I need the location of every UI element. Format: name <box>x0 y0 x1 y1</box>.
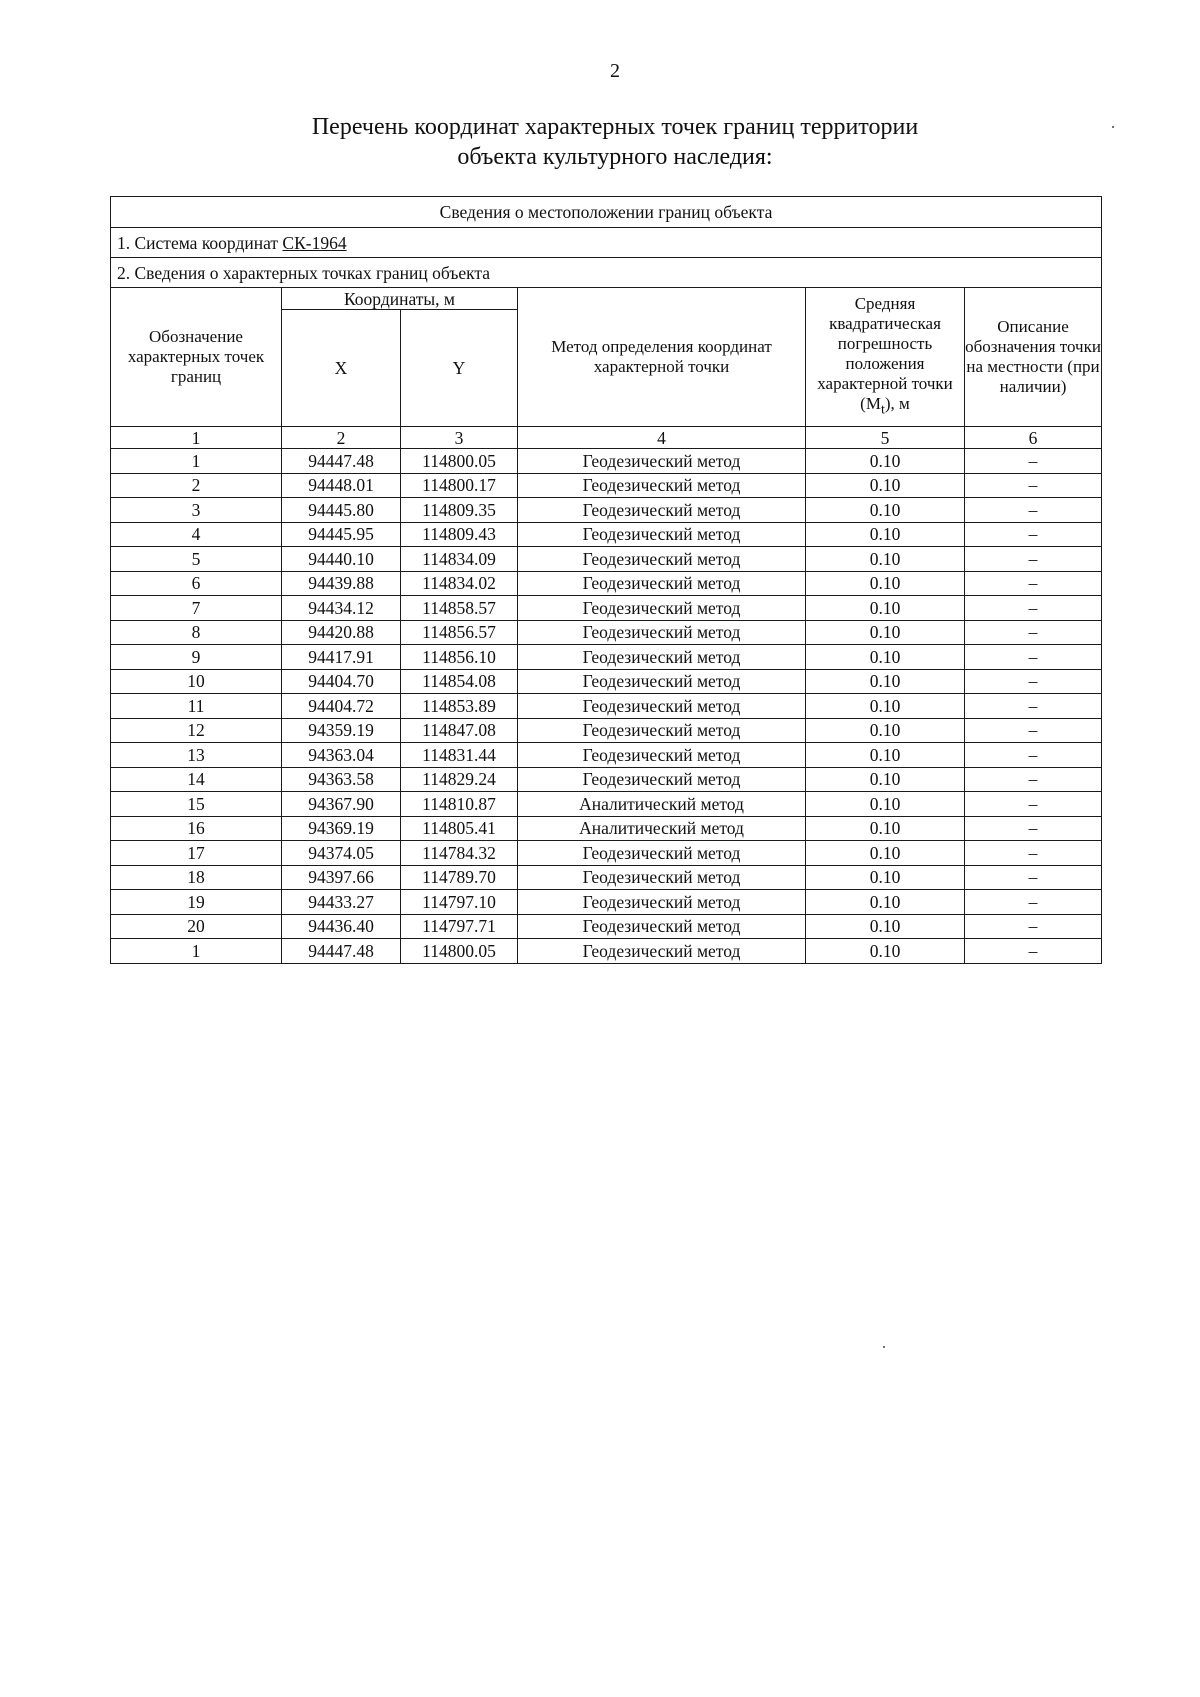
x-cell: 94404.72 <box>282 694 401 719</box>
section-title-cell: Сведения о местоположении границ объекта <box>111 197 1102 228</box>
table-row <box>111 522 1102 547</box>
y-cell: 114809.43 <box>401 522 518 547</box>
y-cell: 114789.70 <box>401 865 518 890</box>
x-cell: 94404.70 <box>282 669 401 694</box>
error-cell: 0.10 <box>806 473 965 498</box>
coordinates-table <box>110 196 1102 964</box>
description-cell: – <box>965 914 1102 939</box>
error-cell: 0.10 <box>806 767 965 792</box>
method-cell: Геодезический метод <box>518 743 806 768</box>
x-cell: 94447.48 <box>282 939 401 964</box>
table-row <box>111 620 1102 645</box>
y-cell: 114784.32 <box>401 841 518 866</box>
column-number: 6 <box>965 427 1102 449</box>
description-cell: – <box>965 620 1102 645</box>
description-cell: – <box>965 498 1102 523</box>
x-cell: 94436.40 <box>282 914 401 939</box>
y-cell: 114809.35 <box>401 498 518 523</box>
y-cell: 114854.08 <box>401 669 518 694</box>
page-number: 2 <box>610 60 620 82</box>
x-cell: 94363.04 <box>282 743 401 768</box>
error-cell: 0.10 <box>806 645 965 670</box>
y-cell: 114829.24 <box>401 767 518 792</box>
table-row <box>111 498 1102 523</box>
table-row <box>111 694 1102 719</box>
error-cell: 0.10 <box>806 914 965 939</box>
header-description: Описание обозначения точки на местности (при наличии) <box>965 288 1102 427</box>
method-cell: Аналитический метод <box>518 816 806 841</box>
point-cell: 8 <box>111 620 282 645</box>
table-row <box>111 718 1102 743</box>
points-section-title-cell: 2. Сведения о характерных точках границ объекта <box>111 258 1102 288</box>
method-cell: Геодезический метод <box>518 890 806 915</box>
method-cell: Геодезический метод <box>518 620 806 645</box>
point-cell: 2 <box>111 473 282 498</box>
error-cell: 0.10 <box>806 596 965 621</box>
header-mean-error <box>806 288 965 427</box>
header-mean-error-subscript: t <box>880 401 885 418</box>
document-title-line-1: Перечень координат характерных точек границ территории <box>311 114 919 140</box>
error-cell: 0.10 <box>806 841 965 866</box>
y-cell: 114800.05 <box>401 939 518 964</box>
error-cell: 0.10 <box>806 449 965 474</box>
table-row <box>111 669 1102 694</box>
method-cell: Геодезический метод <box>518 498 806 523</box>
header-mean-error-tail: ), м <box>884 394 910 414</box>
x-cell: 94440.10 <box>282 547 401 572</box>
method-cell: Геодезический метод <box>518 914 806 939</box>
table-row <box>111 596 1102 621</box>
x-cell: 94445.95 <box>282 522 401 547</box>
x-cell: 94397.66 <box>282 865 401 890</box>
y-cell: 114800.17 <box>401 473 518 498</box>
error-cell: 0.10 <box>806 547 965 572</box>
error-cell: 0.10 <box>806 718 965 743</box>
y-cell: 114858.57 <box>401 596 518 621</box>
document-title <box>0 112 1200 172</box>
y-cell: 114805.41 <box>401 816 518 841</box>
description-cell: – <box>965 669 1102 694</box>
column-number: 4 <box>518 427 806 449</box>
column-numbers-row <box>111 427 1102 449</box>
y-cell: 114831.44 <box>401 743 518 768</box>
method-cell: Геодезический метод <box>518 473 806 498</box>
table-row <box>111 449 1102 474</box>
column-number: 1 <box>111 427 282 449</box>
table-row <box>111 571 1102 596</box>
x-cell: 94374.05 <box>282 841 401 866</box>
point-cell: 20 <box>111 914 282 939</box>
description-cell: – <box>965 718 1102 743</box>
y-cell: 114800.05 <box>401 449 518 474</box>
point-cell: 1 <box>111 939 282 964</box>
description-cell: – <box>965 473 1102 498</box>
column-number: 3 <box>401 427 518 449</box>
method-cell: Геодезический метод <box>518 694 806 719</box>
x-cell: 94420.88 <box>282 620 401 645</box>
description-cell: – <box>965 449 1102 474</box>
table-row <box>111 645 1102 670</box>
point-cell: 5 <box>111 547 282 572</box>
description-cell: – <box>965 865 1102 890</box>
point-cell: 17 <box>111 841 282 866</box>
y-cell: 114797.10 <box>401 890 518 915</box>
x-cell: 94434.12 <box>282 596 401 621</box>
header-x: X <box>282 310 401 427</box>
x-cell: 94448.01 <box>282 473 401 498</box>
coordinate-system-cell <box>111 228 1102 258</box>
point-cell: 4 <box>111 522 282 547</box>
x-cell: 94447.48 <box>282 449 401 474</box>
description-cell: – <box>965 939 1102 964</box>
header-coordinates: Координаты, м <box>282 288 518 310</box>
x-cell: 94369.19 <box>282 816 401 841</box>
table-row <box>111 767 1102 792</box>
error-cell: 0.10 <box>806 694 965 719</box>
y-cell: 114834.02 <box>401 571 518 596</box>
point-cell: 1 <box>111 449 282 474</box>
description-cell: – <box>965 767 1102 792</box>
coordinate-system-value: СК-1964 <box>282 232 347 253</box>
error-cell: 0.10 <box>806 620 965 645</box>
y-cell: 114834.09 <box>401 547 518 572</box>
y-cell: 114797.71 <box>401 914 518 939</box>
error-cell: 0.10 <box>806 792 965 817</box>
header-y: Y <box>401 310 518 427</box>
point-cell: 18 <box>111 865 282 890</box>
x-cell: 94439.88 <box>282 571 401 596</box>
point-cell: 14 <box>111 767 282 792</box>
point-cell: 10 <box>111 669 282 694</box>
table-row <box>111 841 1102 866</box>
description-cell: – <box>965 547 1102 572</box>
table-row <box>111 816 1102 841</box>
description-cell: – <box>965 596 1102 621</box>
header-point-designation: Обозначение характерных точек границ <box>111 288 282 427</box>
error-cell: 0.10 <box>806 743 965 768</box>
point-cell: 7 <box>111 596 282 621</box>
error-cell: 0.10 <box>806 865 965 890</box>
error-cell: 0.10 <box>806 571 965 596</box>
method-cell: Геодезический метод <box>518 669 806 694</box>
method-cell: Геодезический метод <box>518 571 806 596</box>
x-cell: 94433.27 <box>282 890 401 915</box>
description-cell: – <box>965 522 1102 547</box>
error-cell: 0.10 <box>806 890 965 915</box>
x-cell: 94363.58 <box>282 767 401 792</box>
y-cell: 114856.10 <box>401 645 518 670</box>
method-cell: Геодезический метод <box>518 718 806 743</box>
y-cell: 114847.08 <box>401 718 518 743</box>
point-cell: 15 <box>111 792 282 817</box>
point-cell: 6 <box>111 571 282 596</box>
error-cell: 0.10 <box>806 522 965 547</box>
table-row <box>111 547 1102 572</box>
point-cell: 9 <box>111 645 282 670</box>
description-cell: – <box>965 645 1102 670</box>
point-cell: 3 <box>111 498 282 523</box>
method-cell: Аналитический метод <box>518 792 806 817</box>
x-cell: 94417.91 <box>282 645 401 670</box>
method-cell: Геодезический метод <box>518 767 806 792</box>
table-row <box>111 914 1102 939</box>
y-cell: 114853.89 <box>401 694 518 719</box>
scan-speck <box>883 1346 885 1348</box>
point-cell: 12 <box>111 718 282 743</box>
coordinate-system-label: 1. Система координат <box>117 232 283 253</box>
point-cell: 13 <box>111 743 282 768</box>
x-cell: 94359.19 <box>282 718 401 743</box>
point-cell: 19 <box>111 890 282 915</box>
description-cell: – <box>965 890 1102 915</box>
document-title-line-2: объекта культурного наследия: <box>457 144 773 170</box>
error-cell: 0.10 <box>806 816 965 841</box>
method-cell: Геодезический метод <box>518 522 806 547</box>
y-cell: 114810.87 <box>401 792 518 817</box>
table-row <box>111 865 1102 890</box>
description-cell: – <box>965 694 1102 719</box>
x-cell: 94445.80 <box>282 498 401 523</box>
table-row <box>111 743 1102 768</box>
y-cell: 114856.57 <box>401 620 518 645</box>
description-cell: – <box>965 816 1102 841</box>
method-cell: Геодезический метод <box>518 596 806 621</box>
method-cell: Геодезический метод <box>518 865 806 890</box>
point-cell: 16 <box>111 816 282 841</box>
scan-speck <box>1112 126 1114 128</box>
description-cell: – <box>965 792 1102 817</box>
x-cell: 94367.90 <box>282 792 401 817</box>
description-cell: – <box>965 841 1102 866</box>
point-cell: 11 <box>111 694 282 719</box>
method-cell: Геодезический метод <box>518 547 806 572</box>
method-cell: Геодезический метод <box>518 939 806 964</box>
error-cell: 0.10 <box>806 939 965 964</box>
header-mean-error-text: Средняя квадратическая погрешность положения характерной точки (M <box>817 294 953 414</box>
header-method: Метод определения координат характерной точки <box>518 288 806 427</box>
column-number: 5 <box>806 427 965 449</box>
column-number: 2 <box>282 427 401 449</box>
table-row <box>111 939 1102 964</box>
method-cell: Геодезический метод <box>518 841 806 866</box>
description-cell: – <box>965 571 1102 596</box>
method-cell: Геодезический метод <box>518 449 806 474</box>
error-cell: 0.10 <box>806 498 965 523</box>
table-row <box>111 890 1102 915</box>
method-cell: Геодезический метод <box>518 645 806 670</box>
table-row <box>111 473 1102 498</box>
error-cell: 0.10 <box>806 669 965 694</box>
table-row <box>111 792 1102 817</box>
description-cell: – <box>965 743 1102 768</box>
